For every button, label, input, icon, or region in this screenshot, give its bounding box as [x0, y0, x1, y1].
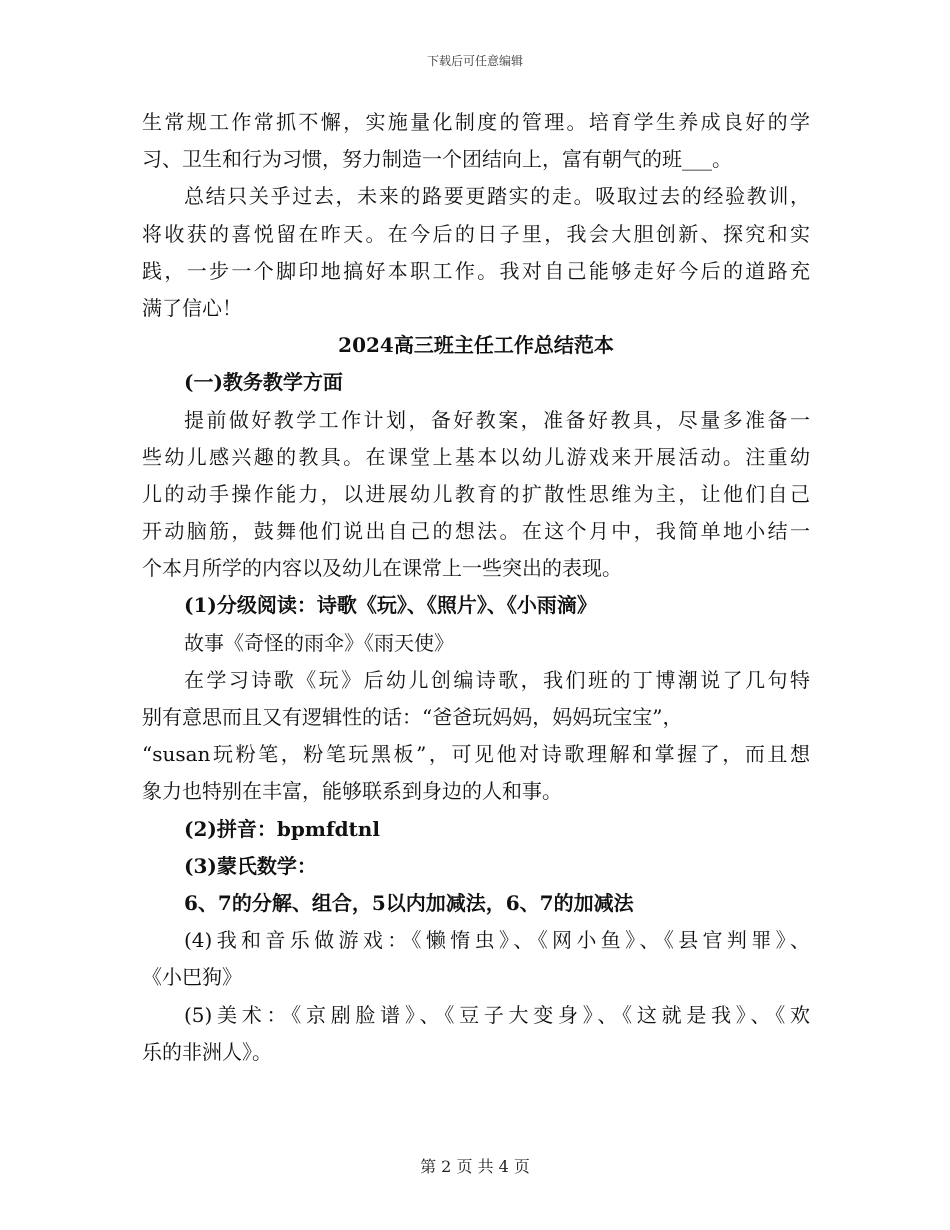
section-heading: (一)教务教学方面: [184, 370, 343, 395]
paragraph-line: “susan玩粉笔，粉笔玩黑板”，可见他对诗歌理解和掌握了，而且想: [142, 742, 810, 767]
paragraph-line: 总结只关乎过去，未来的路要更踏实的走。吸取过去的经验教训，: [184, 184, 810, 209]
paragraph-line: 满了信心！: [142, 295, 242, 320]
paragraph-line: (4)我和音乐做游戏：《懒惰虫》、《网小鱼》、《县官判罪》、: [184, 928, 810, 953]
paragraph-line: 儿的动手操作能力，以进展幼儿教育的扩散性思维为主，让他们自己: [142, 481, 810, 506]
page-footer: 第 2 页 共 4 页: [420, 1157, 530, 1176]
paragraph-line: 将收获的喜悦留在昨天。在今后的日子里，我会大胆创新、探究和实: [142, 221, 810, 246]
subheading-pinyin: (2)拼音：bpmfdtnl: [184, 816, 380, 841]
paragraph-line: 生常规工作常抓不懈，实施量化制度的管理。培育学生养成良好的学: [142, 110, 810, 134]
subheading-reading: (1)分级阅读：诗歌《玩》、《照片》、《小雨滴》: [184, 593, 597, 618]
paragraph-line: (5)美术：《京剧脸谱》、《豆子大变身》、《这就是我》、《欢: [184, 1002, 810, 1027]
paragraph-line: 践，一步一个脚印地搞好本职工作。我对自己能够走好今后的道路充: [142, 258, 810, 283]
paragraph-line: 《小巴狗》: [142, 965, 242, 990]
paragraph-line: 别有意思而且又有逻辑性的话：“爸爸玩妈妈，妈妈玩宝宝”，: [142, 705, 683, 729]
section-title: 2024高三班主任工作总结范本: [338, 333, 614, 358]
paragraph-line: 在学习诗歌《玩》后幼儿创编诗歌，我们班的丁博潮说了几句特: [184, 667, 810, 692]
paragraph-line: 提前做好教学工作计划，备好教案，准备好教具，尽量多准备一: [184, 407, 810, 432]
paragraph-line: 开动脑筋，鼓舞他们说出自己的想法。在这个月中，我简单地小结一: [142, 519, 810, 544]
subheading-math: (3)蒙氏数学：: [184, 853, 317, 878]
page-header: 下载后可任意编辑: [426, 54, 523, 68]
paragraph-line: 象力也特别在丰富，能够联系到身边的人和事。: [142, 779, 562, 804]
paragraph-line: 个本月所学的内容以及幼儿在课常上一些突出的表现。: [142, 556, 622, 581]
paragraph-line: 乐的非洲人》。: [142, 1039, 272, 1064]
document-body: [142, 104, 810, 1071]
math-content-line: 6、7的分解、组合，5以内加减法，6、7的加减法: [184, 890, 634, 915]
paragraph-line: 些幼儿感兴趣的教具。在课堂上基本以幼儿游戏来开展活动。注重幼: [142, 444, 810, 469]
paragraph-line: 故事《奇怪的雨伞》《雨天使》: [184, 630, 454, 655]
paragraph-line: 习、卫生和行为习惯，努力制造一个团结向上，富有朝气的班___。: [142, 147, 732, 172]
